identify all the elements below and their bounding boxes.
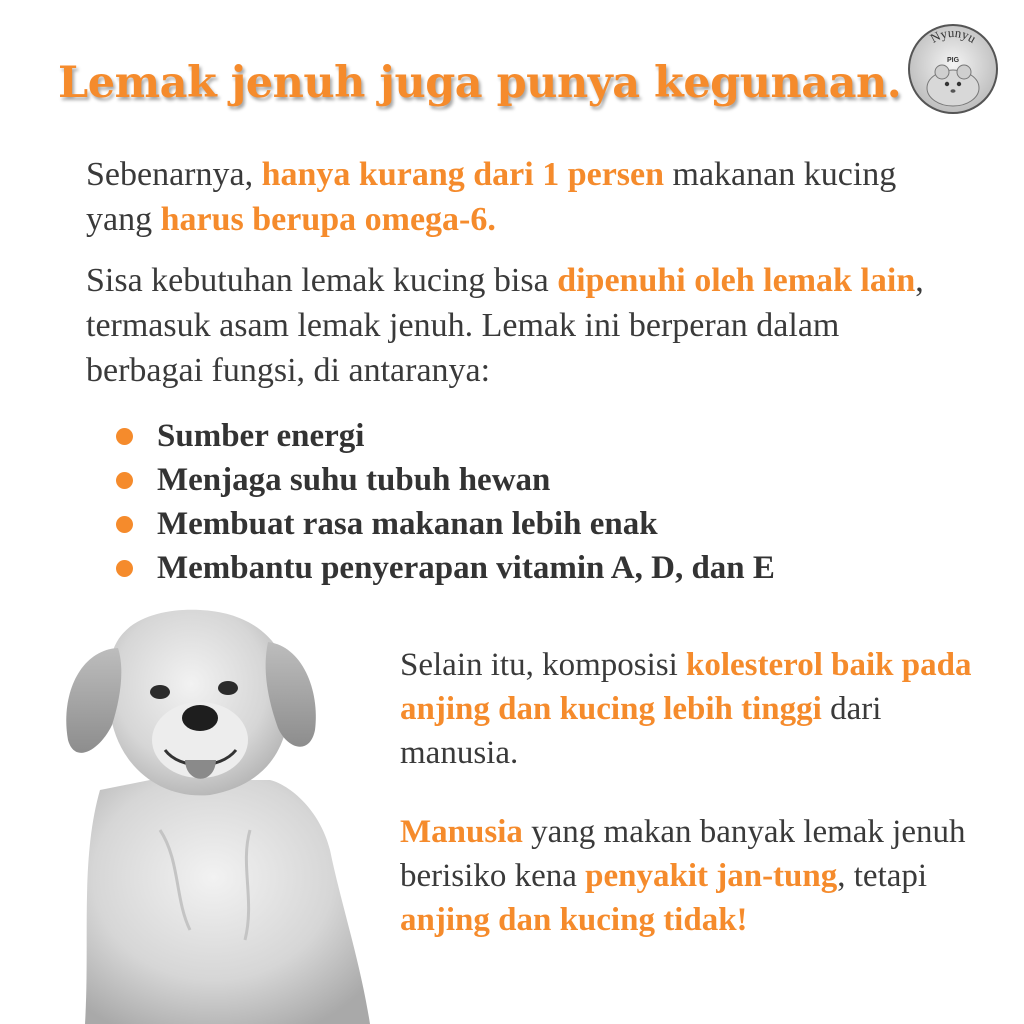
p1-text-2: makanan kucing yang — [86, 156, 897, 238]
list-item — [116, 546, 775, 590]
benefit-list — [116, 414, 775, 590]
list-item — [116, 458, 775, 502]
p3-text-2: dari manusia. — [400, 691, 882, 771]
p1-text-1: Sebenarnya, — [86, 156, 262, 193]
p4-highlight-2: penyakit jan-tung — [585, 858, 838, 894]
paragraph-2 — [86, 258, 946, 393]
list-item — [116, 502, 775, 546]
paragraph-1 — [86, 152, 946, 242]
paragraph-3 — [400, 643, 1000, 775]
bullet-dot-icon — [116, 560, 133, 577]
list-item — [116, 414, 775, 458]
list-item-label: Membantu penyerapan vitamin A, D, dan E — [157, 549, 775, 586]
p3-text-1: Selain itu, komposisi — [400, 647, 687, 683]
p2-text-2: , termasuk asam lemak jenuh. Lemak ini berperan dalam berbagai fungsi, di antaranya: — [86, 262, 924, 389]
p3-highlight-1: kolesterol baik pada anjing dan kucing lebih tinggi — [400, 647, 972, 727]
paragraph-4 — [400, 810, 1000, 942]
p1-highlight-2: harus berupa omega-6. — [160, 201, 496, 238]
bullet-dot-icon — [116, 472, 133, 489]
p2-text-1: Sisa kebutuhan lemak kucing bisa — [86, 262, 558, 299]
hamster-logo-icon — [906, 22, 1000, 116]
list-item-label: Membuat rasa makanan lebih enak — [157, 505, 658, 542]
page-title: Lemak jenuh juga punya kegunaan. — [58, 58, 902, 108]
p4-text-2: , tetapi — [837, 858, 928, 894]
dog-photo-icon — [40, 600, 390, 1024]
p4-highlight-3: anjing dan kucing tidak! — [400, 902, 748, 938]
logo-text-top: Nyunyu — [927, 24, 979, 46]
p1-highlight-1: hanya kurang dari 1 persen — [261, 156, 665, 193]
list-item-label: Sumber energi — [157, 417, 365, 454]
bullet-dot-icon — [116, 428, 133, 445]
p2-highlight-1: dipenuhi oleh lemak lain — [557, 262, 916, 299]
p4-highlight-1: Manusia — [400, 814, 523, 850]
list-item-label: Menjaga suhu tubuh hewan — [157, 461, 551, 498]
bullet-dot-icon — [116, 516, 133, 533]
logo-text-bottom: PIG — [946, 57, 960, 64]
p4-text-1: yang makan banyak lemak jenuh berisiko kena — [400, 814, 966, 894]
